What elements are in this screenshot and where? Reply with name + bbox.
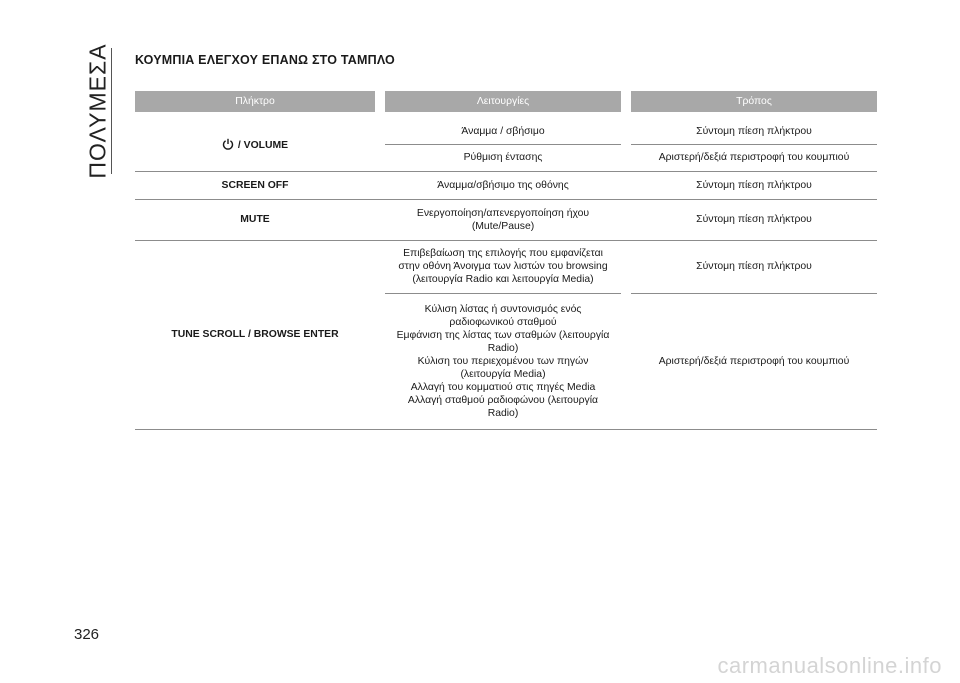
side-tab-divider	[111, 48, 112, 174]
mode-cell: Σύντομη πίεση πλήκτρου	[631, 119, 877, 144]
header-functions: Λειτουργίες	[385, 91, 621, 112]
table-row	[135, 119, 877, 144]
power-icon	[222, 138, 234, 150]
mode-cell: Αριστερή/δεξιά περιστροφή του κουμπιού	[631, 293, 877, 429]
mode-cell: Σύντομη πίεση πλήκτρου	[631, 199, 877, 240]
table-row	[135, 199, 877, 240]
mode-cell: Σύντομη πίεση πλήκτρου	[631, 171, 877, 199]
function-cell: Ρύθμιση έντασης	[385, 144, 621, 171]
watermark: carmanualsonline.info	[717, 653, 942, 678]
section-title: ΚΟΥΜΠΙΑ ΕΛΕΓΧΟΥ ΕΠΑΝΩ ΣΤΟ ΤΑΜΠΛΟ	[135, 53, 395, 67]
key-volume	[135, 119, 375, 171]
function-cell: Άναμμα/σβήσιμο της οθόνης	[385, 171, 621, 199]
mode-cell: Σύντομη πίεση πλήκτρου	[631, 240, 877, 293]
table-header-row	[135, 91, 877, 112]
function-cell: Επιβεβαίωση της επιλογής που εμφανίζεται στην οθόνη Άνοιγμα των λιστών του browsing (λειτουργία Radio και λειτουργία Media)	[385, 240, 621, 293]
function-cell: Κύλιση λίστας ή συντονισμός ενός ραδιοφωνικού σταθμού Εμφάνιση της λίστας των σταθμών (λειτουργία Radio) Κύλιση του περιεχομένου των πηγών (λειτουργία Media) Αλλαγή του κομματιού στις πηγές Media Αλλαγή σταθμού ραδιοφώνου (λειτουργία Radio)	[385, 293, 621, 429]
table-row	[135, 240, 877, 293]
section-side-tab	[84, 43, 112, 179]
table-row	[135, 171, 877, 199]
side-tab-label: ΠΟΛΥΜΕΣΑ	[84, 43, 111, 179]
function-cell: Ενεργοποίηση/απενεργοποίηση ήχου (Mute/Pause)	[385, 199, 621, 240]
header-mode: Τρόπος	[631, 91, 877, 112]
page-number: 326	[74, 626, 100, 643]
key-screen-off: SCREEN OFF	[135, 171, 375, 199]
key-volume-label: / VOLUME	[237, 139, 289, 151]
function-cell: Άναμμα / σβήσιμο	[385, 119, 621, 144]
mode-cell: Αριστερή/δεξιά περιστροφή του κουμπιού	[631, 144, 877, 171]
header-key: Πλήκτρο	[135, 91, 375, 112]
key-mute: MUTE	[135, 199, 375, 240]
key-tune-scroll: TUNE SCROLL / BROWSE ENTER	[135, 240, 375, 429]
controls-table	[135, 91, 877, 430]
